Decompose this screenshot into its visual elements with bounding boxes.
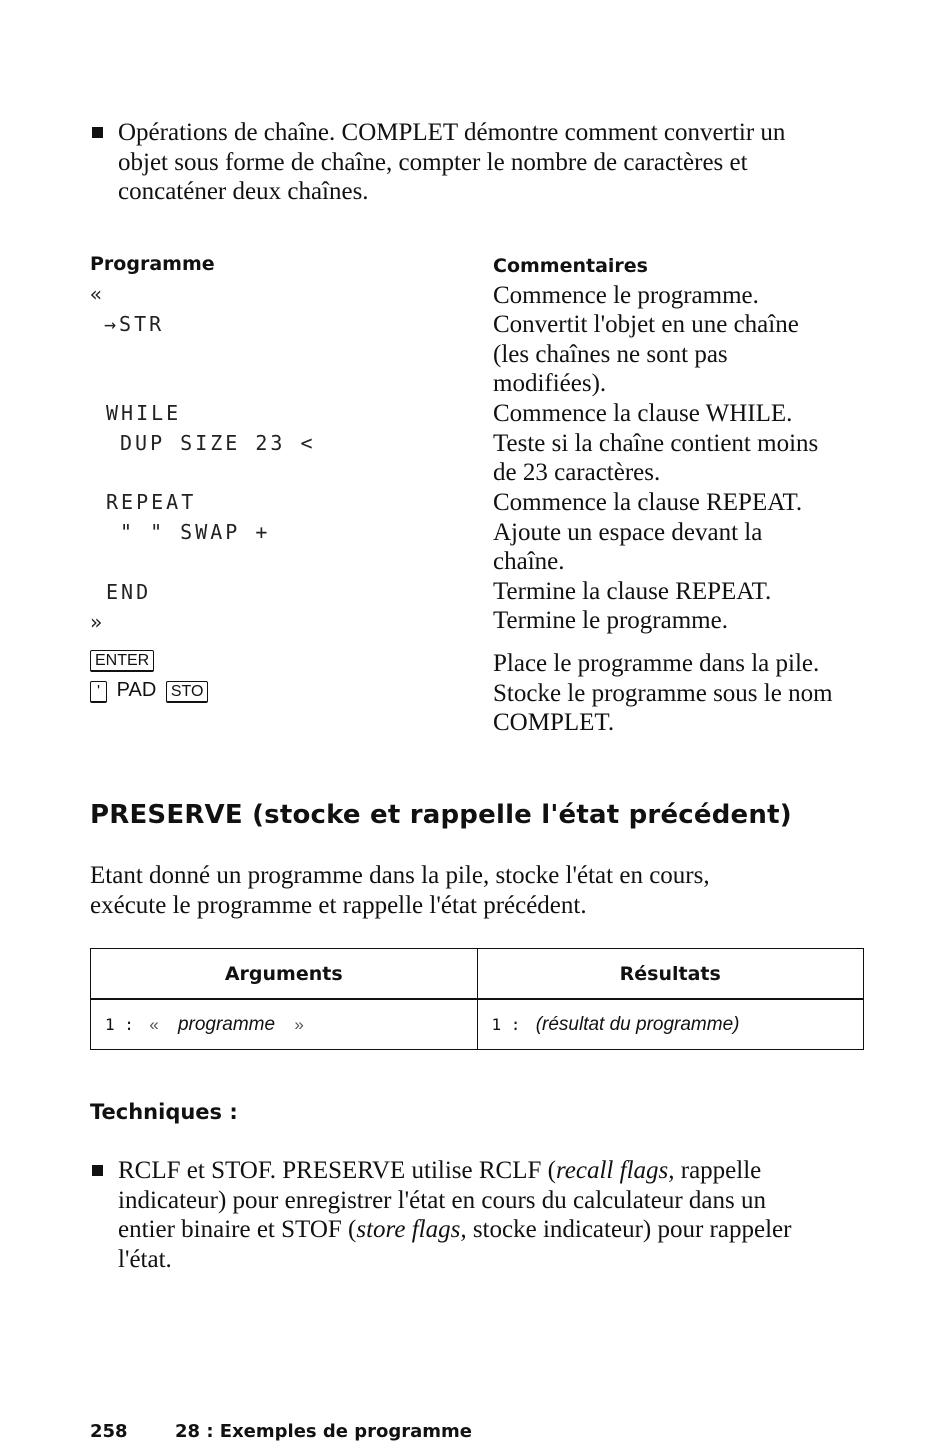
code-line: REPEAT xyxy=(106,490,197,514)
italic-term: recall flags, xyxy=(555,1157,675,1184)
comment-line: COMPLET. xyxy=(493,709,615,736)
techniques-line: l'état. xyxy=(118,1245,172,1273)
code-line: WHILE xyxy=(106,401,182,425)
section-description xyxy=(90,861,870,920)
arguments-table xyxy=(90,948,864,1050)
comment-line: Place le programme dans la pile. xyxy=(493,650,820,677)
stack-level: 1 : xyxy=(105,1014,134,1034)
enter-key-row xyxy=(90,650,154,672)
techniques-line: indicateur) pour enregistrer l'état en cours du calculateur dans un xyxy=(118,1186,766,1214)
techniques-heading: Techniques : xyxy=(90,1100,238,1124)
techniques-line xyxy=(118,1156,888,1186)
comment-line: Ajoute un espace devant la xyxy=(493,519,763,546)
code-line: END xyxy=(106,580,152,604)
program-delimiter-open: « xyxy=(149,1014,159,1034)
intro-line: Opérations de chaîne. COMPLET démontre comment convertir un xyxy=(118,119,786,146)
comment-line: de 23 caractères. xyxy=(493,459,661,486)
text-run: rappelle xyxy=(674,1157,762,1184)
program-delimiter-close: » xyxy=(294,1014,304,1034)
comment-line: Commence la clause REPEAT. xyxy=(493,489,803,516)
stack-level: 1 : xyxy=(491,1014,521,1034)
intro-line: objet sous forme de chaîne, compter le nombre de caractères et xyxy=(118,148,748,176)
comment-line: Termine le programme. xyxy=(493,607,728,634)
code-line: DUP SIZE 23 < xyxy=(120,431,316,455)
argument-value: programme xyxy=(177,1013,276,1035)
program-header: Programme xyxy=(90,253,215,275)
comment-line: Teste si la chaîne contient moins xyxy=(493,430,819,457)
comment-line: (les chaînes ne sont pas xyxy=(493,341,728,368)
code-open: « xyxy=(90,282,106,306)
section-title: PRESERVE (stocke et rappelle l'état précédent) xyxy=(90,800,792,830)
results-header: Résultats xyxy=(477,949,864,1000)
code-line: →STR xyxy=(104,312,165,336)
comment-line: modifiées). xyxy=(493,370,607,397)
comment-line: chaîne. xyxy=(493,548,565,575)
comments-header: Commentaires xyxy=(493,255,648,277)
chapter-title: 28 : Exemples de programme xyxy=(175,1421,473,1442)
comment-line: Termine la clause REPEAT. xyxy=(493,578,772,605)
comment-line: Stocke le programme sous le nom xyxy=(493,680,833,707)
comment-line: Convertit l'objet en une chaîne xyxy=(493,311,799,338)
bullet-marker xyxy=(92,127,103,138)
store-key-row xyxy=(90,679,208,703)
pad-label: PAD xyxy=(116,679,157,701)
intro-line: concaténer deux chaînes. xyxy=(118,178,369,206)
result-value: (résultat du programme) xyxy=(535,1013,740,1035)
intro-paragraph xyxy=(118,118,878,207)
enter-key: ENTER xyxy=(90,650,154,672)
italic-term: store flags, xyxy=(356,1216,467,1244)
description-line: Etant donné un programme dans la pile, stocke l'état en cours, xyxy=(90,862,710,889)
quote-key: ' xyxy=(90,681,107,703)
comment-line: Commence le programme. xyxy=(493,282,759,309)
techniques-paragraph xyxy=(118,1156,888,1274)
code-close: » xyxy=(90,610,106,634)
bullet-marker xyxy=(92,1165,103,1176)
text-run: entier binaire et STOF ( xyxy=(118,1216,357,1244)
text-run: RCLF et STOF. PRESERVE utilise RCLF ( xyxy=(118,1157,556,1184)
argument-cell xyxy=(91,999,478,1050)
arguments-header: Arguments xyxy=(91,949,478,1000)
sto-key: STO xyxy=(166,681,209,703)
comment-line: Commence la clause WHILE. xyxy=(493,400,793,427)
page-number: 258 xyxy=(90,1421,128,1442)
techniques-line xyxy=(118,1215,888,1245)
result-cell xyxy=(477,999,864,1050)
text-run: stocke indicateur) pour rappeler xyxy=(466,1216,792,1244)
code-line: " " SWAP + xyxy=(120,520,271,544)
description-line: exécute le programme et rappelle l'état précédent. xyxy=(90,891,587,919)
